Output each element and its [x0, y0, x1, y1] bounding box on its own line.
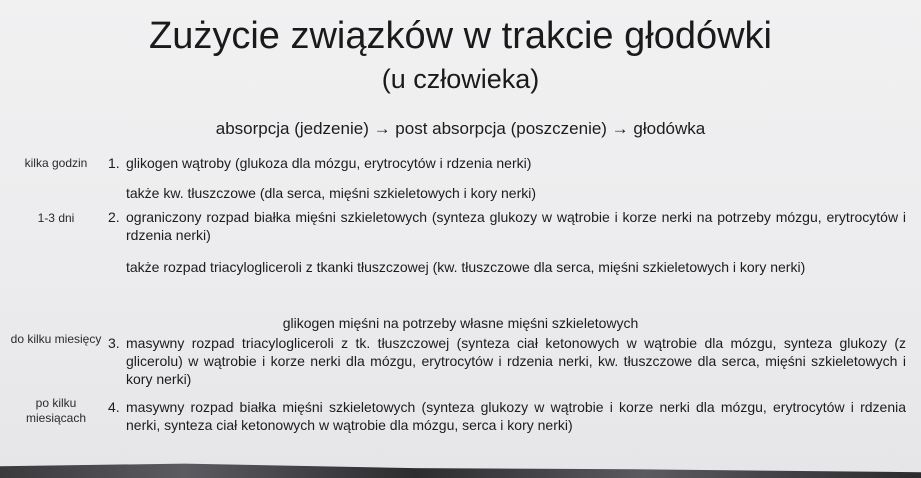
stage-time-4: po kilku miesiącach — [25, 396, 87, 425]
stage-time-2: 1-3 dni — [37, 211, 75, 225]
slide-title: Zużycie związków w trakcie głodówki — [149, 15, 772, 57]
stage-time-1: kilka godzin — [24, 156, 88, 170]
stage-time-3: do kilku miesięcy — [10, 332, 102, 346]
stage-number-1: 1. — [108, 155, 120, 171]
sequence-line: absorpcja (jedzenie) → post absorpcja (poszczenie) → głodówka — [215, 119, 706, 138]
stage-number-4: 4. — [108, 399, 120, 415]
stage-3-line-1: masywny rozpad triacylogliceroli z tk. tłuszczowej (synteza ciał ketonowych w wątrobie dla mózgu, synteza glukozy (z glicerolu) w wątrobie i korze nerki dla mózgu, erytrocytów i rdzenia nerki, kw. tłuszczowe dla serca, mięśni szkieletowych i kory nerki) — [126, 335, 906, 387]
stage-number-3: 3. — [108, 335, 120, 351]
bottom-shadow — [0, 460, 921, 478]
muscle-glycogen-note: glikogen mięśni na potrzeby własne mięśni szkieletowych — [282, 315, 639, 331]
stage-number-2: 2. — [108, 209, 120, 225]
stage-1-line-1: glikogen wątroby (glukoza dla mózgu, erytrocytów i rdzenia nerki) — [126, 155, 532, 171]
stage-2-line-2: także rozpad triacylogliceroli z tkanki tłuszczowej (kw. tłuszczowe dla serca, mięśni szkieletowych i kory nerki) — [126, 259, 806, 275]
slide-subtitle: (u człowieka) — [381, 64, 540, 94]
stage-2-line-1: ograniczony rozpad białka mięśni szkieletowych (synteza glukozy w wątrobie i korze nerki na potrzeby mózgu, erytrocytów i rdzenia nerki) — [126, 209, 906, 243]
stage-4-line-1: masywny rozpad białka mięśni szkieletowych (synteza glukozy w wątrobie i korze nerki dla mózgu, erytrocytów i rdzenia nerki, synteza ciał ketonowych w wątrobie dla mózgu, serca i kory nerki) — [126, 399, 906, 433]
stage-1-line-2: także kw. tłuszczowe (dla serca, mięśni szkieletowych i kory nerki) — [126, 185, 537, 201]
